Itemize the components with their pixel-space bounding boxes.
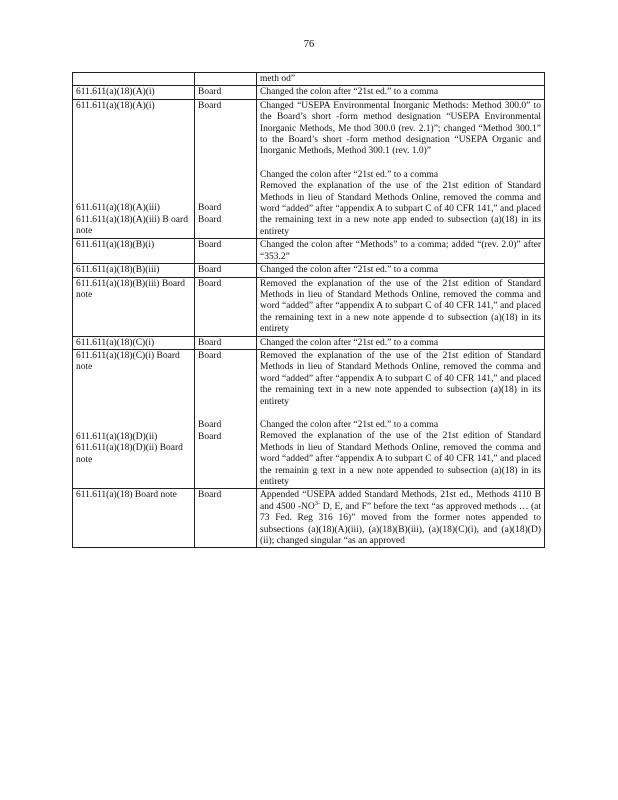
section-entry: 611.611(a)(18)(D)(ii) Board note (76, 443, 183, 465)
description-cell (257, 349, 545, 488)
spacer (260, 408, 541, 420)
section-cell: 611.611(a)(18)(B)(iii) (73, 264, 195, 277)
section-cell: 611.611(a)(18)(A)(i) (73, 86, 195, 99)
section-entry: 611.611(a)(18)(A)(i) (76, 100, 155, 111)
page-number: 76 (303, 39, 315, 50)
source-cell: Board (195, 489, 257, 548)
spacer (260, 158, 541, 170)
description-entry: Removed the explanation of the use of the 21st edition of Standard Methods in lieu of Standard Methods Online, removed the comma and word “added” after “appendix A to subpart C of 40 CFR 141,” and placed the remainin g text in a new note appended to subsection (a)(18) in its entirety (260, 431, 541, 487)
description-cell (257, 489, 545, 548)
source-entry: Board (198, 100, 222, 111)
amendments-table (72, 72, 545, 548)
spacer (198, 112, 253, 203)
table-row (73, 73, 545, 86)
section-cell: 611.611(a)(18)(B)(i) (73, 239, 195, 264)
table-row (73, 489, 545, 548)
source-cell: Board (195, 336, 257, 349)
source-cell (195, 349, 257, 488)
source-cell (195, 73, 257, 86)
description-cell: Changed the colon after “21st ed.” to a comma (257, 264, 545, 277)
source-entry: Board (198, 420, 222, 431)
source-cell (195, 99, 257, 238)
table-row (73, 349, 545, 488)
table-row (73, 99, 545, 238)
description-entry: Changed “USEPA Environmental Inorganic Methods: Method 300.0” to the Board’s short -form method designation “USEPA Environmental Inorganic Methods, Me thod 300.0 (rev. 2.1)”; changed “Method 300.1” to the Board’s short -form method designation “USEPA Organic and Inorganic Methods, Method 300.1 (rev. 1.0)” (260, 100, 541, 157)
section-cell (73, 349, 195, 488)
table-row (73, 86, 545, 99)
source-cell: Board (195, 86, 257, 99)
source-entry: Board (198, 214, 222, 225)
table-row (73, 264, 545, 277)
spacer (76, 374, 191, 432)
section-cell: 611.611(a)(18)(C)(i) (73, 336, 195, 349)
description-entry: Changed the colon after “21st ed.” to a comma (260, 419, 439, 430)
description-cell: meth od” (257, 73, 545, 86)
description-cell: Changed the colon after “Methods” to a comma; added “(rev. 2.0)” after “353.2” (257, 239, 545, 264)
spacer (76, 112, 191, 203)
description-entry: Removed the explanation of the use of the 21st edition of Standard Methods in lieu of Standard Methods Online, removed the comma and word “added” after “appendix A to subpart C of 40 CFR 141,” and placed the remaining text in a new note app ended to subsection (a)(18) in its entirety (260, 181, 541, 237)
source-entry: Board (198, 431, 222, 442)
section-entry: 611.611(a)(18)(D)(ii) (76, 431, 158, 442)
description-entry: Removed the explanation of the use of the 21st edition of Standard Methods in lieu of Standard Methods Online, removed the comma and word “added” after “appendix A to subpart C of 40 CFR 141,” and placed the remaining text in a new note appended to subsection (a)(18) in its entirety (260, 350, 541, 407)
spacer (198, 362, 253, 420)
section-cell: 611.611(a)(18)(B)(iii) Board note (73, 277, 195, 336)
source-entry: Board (198, 203, 222, 214)
table-row (73, 239, 545, 264)
section-cell: 611.611(a)(18) Board note (73, 489, 195, 548)
source-cell: Board (195, 277, 257, 336)
section-cell (73, 99, 195, 238)
description-cell: Changed the colon after “21st ed.” to a comma (257, 336, 545, 349)
table-row (73, 336, 545, 349)
section-cell (73, 73, 195, 86)
description-text: Appended “USEPA added Standard Methods, 21st ed., Methods 4110 B and 4500 -NO (260, 490, 541, 512)
description-cell: Removed the explanation of the use of the 21st edition of Standard Methods in lieu of Standard Methods Online, removed the comma and word “added” after “appendix A to subpart C of 40 CFR 141,” and placed the remaining text in a new note appende d to subsection (a)(18) in its entirety (257, 277, 545, 336)
superscript-charge: 3- (314, 499, 321, 507)
source-cell: Board (195, 264, 257, 277)
table-row (73, 277, 545, 336)
section-entry: 611.611(a)(18)(A)(iii) (76, 203, 160, 214)
section-entry: 611.611(a)(18)(C)(i) Board note (76, 350, 180, 373)
description-cell: Changed the colon after “21st ed.” to a comma (257, 86, 545, 99)
source-cell: Board (195, 239, 257, 264)
section-entry: 611.611(a)(18)(A)(iii) B oard note (76, 214, 188, 237)
description-text: D, E, and F” before the text “as approved methods … (at 73 Fed. Reg 316 16)” moved from the former notes appended to subsections (a)(18)(A)(iii), (a)(18)(B)(iii), (a)(18)(C)(i), and (a)(18)(D)(ii); changed singular “as an approved (260, 501, 541, 547)
source-entry: Board (198, 350, 222, 361)
description-cell (257, 99, 545, 238)
description-entry: Changed the colon after “21st ed.” to a comma (260, 169, 439, 180)
